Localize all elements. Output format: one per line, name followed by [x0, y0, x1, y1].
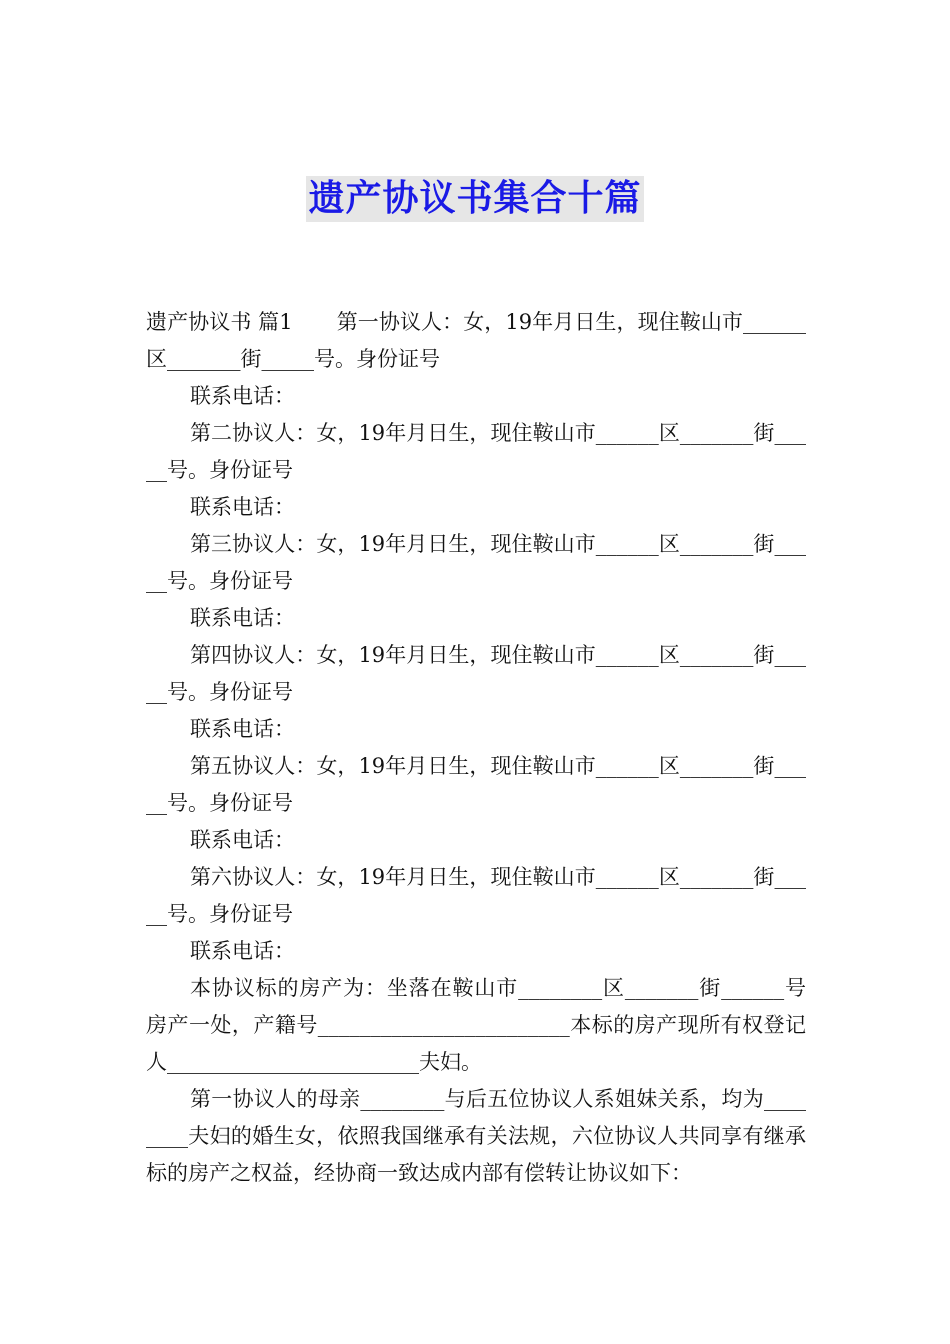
phone-line-2: 联系电话：	[190, 495, 295, 519]
paragraph-property: 本协议标的房产为：坐落在鞍山市________区_______街______号房产一处，产籍号________________________本标的房产现所有权登记人________________________夫妇。	[146, 976, 806, 1074]
phone-line-4: 联系电话：	[190, 717, 295, 741]
paragraph-first-party	[146, 304, 806, 378]
paragraph-fifth-party: 第五协议人：女，19年月日生，现住鞍山市______区_______街_____号。身份证号	[146, 754, 806, 815]
phone-line-1: 联系电话：	[190, 384, 295, 408]
document-title: 遗产协议书集合十篇	[306, 176, 643, 222]
paragraph-relationship: 第一协议人的母亲________与后五位协议人系姐妹关系，均为________夫妇的婚生女，依照我国继承有关法规，六位协议人共同享有继承标的房产之权益，经协商一致达成内部有偿转让协议如下：	[146, 1087, 806, 1185]
phone-line-6: 联系电话：	[190, 939, 295, 963]
section-label: 遗产协议书 篇1	[146, 310, 293, 334]
first-party-text: 第一协议人：女，19年月日生，现住鞍山市______区_______街_____号。身份证号	[146, 310, 806, 371]
paragraph-sixth-party: 第六协议人：女，19年月日生，现住鞍山市______区_______街_____号。身份证号	[146, 865, 806, 926]
paragraph-third-party: 第三协议人：女，19年月日生，现住鞍山市______区_______街_____号。身份证号	[146, 532, 806, 593]
phone-line-3: 联系电话：	[190, 606, 295, 630]
title-container	[0, 176, 950, 222]
document-body	[146, 304, 806, 1192]
phone-line-5: 联系电话：	[190, 828, 295, 852]
paragraph-second-party: 第二协议人：女，19年月日生，现住鞍山市______区_______街_____号。身份证号	[146, 421, 806, 482]
paragraph-fourth-party: 第四协议人：女，19年月日生，现住鞍山市______区_______街_____号。身份证号	[146, 643, 806, 704]
